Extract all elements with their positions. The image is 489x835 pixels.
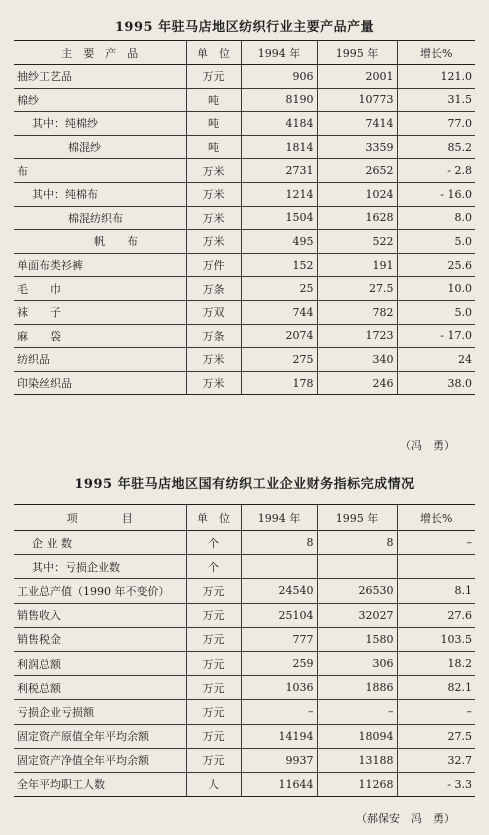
column-header-growth: 增长%	[397, 41, 475, 65]
row-name-cell: 全年平均职工人数	[14, 772, 186, 796]
table-row	[14, 627, 475, 651]
table-row	[14, 651, 475, 675]
row-name-cell: 棉纱	[14, 88, 186, 112]
row-growth-cell: 82.1	[397, 676, 475, 700]
row-unit-cell: 万元	[186, 627, 241, 651]
column-header-1994: 1994 年	[241, 505, 317, 531]
row-name-cell: 纺织品	[14, 348, 186, 372]
table-row	[14, 65, 475, 89]
row-unit-cell: 吨	[186, 135, 241, 159]
row-growth-cell: 85.2	[397, 135, 475, 159]
row-unit-cell: 万元	[186, 700, 241, 724]
table-row	[14, 300, 475, 324]
column-header-unit: 单 位	[186, 505, 241, 531]
row-1995-cell: 246	[317, 371, 397, 395]
table-row	[14, 555, 475, 579]
row-growth-cell: - 16.0	[397, 182, 475, 206]
row-unit-cell: 万米	[186, 182, 241, 206]
table-row	[14, 579, 475, 603]
table-row	[14, 348, 475, 372]
table-header-row	[14, 41, 475, 65]
table-row	[14, 112, 475, 136]
column-header-growth: 增长%	[397, 505, 475, 531]
row-1994-cell: 14194	[241, 724, 317, 748]
row-name-cell: 麻 袋	[14, 324, 186, 348]
row-growth-cell: 27.6	[397, 603, 475, 627]
column-header-1995: 1995 年	[317, 505, 397, 531]
row-unit-cell: 万元	[186, 724, 241, 748]
row-1995-cell: 10773	[317, 88, 397, 112]
row-unit-cell: 吨	[186, 112, 241, 136]
row-1994-cell: –	[241, 700, 317, 724]
row-1994-cell: 25	[241, 277, 317, 301]
column-header-unit: 单 位	[186, 41, 241, 65]
row-name-cell: 固定资产净值全年平均余额	[14, 748, 186, 772]
row-1995-cell	[317, 555, 397, 579]
row-1994-cell: 906	[241, 65, 317, 89]
row-1994-cell: 11644	[241, 772, 317, 796]
column-header-1994: 1994 年	[241, 41, 317, 65]
table-header-row	[14, 505, 475, 531]
row-1994-cell: 8190	[241, 88, 317, 112]
row-growth-cell: - 3.3	[397, 772, 475, 796]
table-row	[14, 531, 475, 555]
row-unit-cell: 人	[186, 772, 241, 796]
row-1995-cell: 1886	[317, 676, 397, 700]
row-growth-cell: –	[397, 531, 475, 555]
row-name-cell: 棉混纺织布	[14, 206, 186, 230]
row-1994-cell: 495	[241, 230, 317, 254]
row-growth-cell: - 17.0	[397, 324, 475, 348]
row-name-cell: 亏损企业亏损额	[14, 700, 186, 724]
row-unit-cell: 万米	[186, 230, 241, 254]
row-name-cell: 销售收入	[14, 603, 186, 627]
table-row	[14, 253, 475, 277]
row-name-cell: 利税总额	[14, 676, 186, 700]
row-growth-cell: 24	[397, 348, 475, 372]
row-1994-cell: 744	[241, 300, 317, 324]
row-1995-cell: 1723	[317, 324, 397, 348]
row-growth-cell: 77.0	[397, 112, 475, 136]
row-growth-cell: 10.0	[397, 277, 475, 301]
row-growth-cell: 31.5	[397, 88, 475, 112]
table-row	[14, 700, 475, 724]
row-1995-cell: 522	[317, 230, 397, 254]
row-1995-cell: 11268	[317, 772, 397, 796]
row-growth-cell: 5.0	[397, 300, 475, 324]
row-1994-cell: 152	[241, 253, 317, 277]
table2-title: 1995 年驻马店地区国有纺织工业企业财务指标完成情况	[74, 477, 415, 492]
row-growth-cell: 38.0	[397, 371, 475, 395]
financial-indicators-table	[14, 504, 475, 797]
row-growth-cell: 103.5	[397, 627, 475, 651]
row-name-cell: 固定资产原值全年平均余额	[14, 724, 186, 748]
row-growth-cell	[397, 555, 475, 579]
row-unit-cell: 万元	[186, 676, 241, 700]
row-1995-cell: 306	[317, 651, 397, 675]
table1-title: 1995 年驻马店地区纺织行业主要产品产量	[114, 20, 375, 35]
table-row	[14, 324, 475, 348]
row-unit-cell: 万米	[186, 206, 241, 230]
row-name-cell: 单面布类衫裤	[14, 253, 186, 277]
production-output-table	[14, 40, 475, 395]
row-growth-cell: 8.0	[397, 206, 475, 230]
row-name-cell: 其中：纯棉布	[14, 182, 186, 206]
row-growth-cell: 18.2	[397, 651, 475, 675]
row-unit-cell: 万双	[186, 300, 241, 324]
row-name-cell: 销售税金	[14, 627, 186, 651]
table-row	[14, 748, 475, 772]
row-1994-cell: 4184	[241, 112, 317, 136]
row-name-cell: 企 业 数	[14, 531, 186, 555]
row-1995-cell: 1580	[317, 627, 397, 651]
table-row	[14, 230, 475, 254]
row-unit-cell: 吨	[186, 88, 241, 112]
row-1994-cell: 8	[241, 531, 317, 555]
row-name-cell: 棉混纱	[14, 135, 186, 159]
table-row	[14, 206, 475, 230]
row-unit-cell: 万条	[186, 277, 241, 301]
table-row	[14, 159, 475, 183]
row-growth-cell: 121.0	[397, 65, 475, 89]
row-1994-cell: 9937	[241, 748, 317, 772]
row-1994-cell: 1214	[241, 182, 317, 206]
row-1994-cell: 178	[241, 371, 317, 395]
row-name-cell: 抽纱工艺品	[14, 65, 186, 89]
row-name-cell: 其中：亏损企业数	[14, 555, 186, 579]
row-1994-cell: 1504	[241, 206, 317, 230]
row-1995-cell: 191	[317, 253, 397, 277]
row-unit-cell: 万件	[186, 253, 241, 277]
row-name-cell: 毛 巾	[14, 277, 186, 301]
table-row	[14, 724, 475, 748]
table-row	[14, 371, 475, 395]
row-unit-cell: 万条	[186, 324, 241, 348]
row-unit-cell: 万米	[186, 159, 241, 183]
row-1995-cell: 2652	[317, 159, 397, 183]
column-header-item: 项 目	[14, 505, 186, 531]
row-unit-cell: 万米	[186, 371, 241, 395]
row-1995-cell: 782	[317, 300, 397, 324]
table-row	[14, 135, 475, 159]
row-growth-cell: 25.6	[397, 253, 475, 277]
row-1994-cell: 1814	[241, 135, 317, 159]
row-1994-cell	[241, 555, 317, 579]
row-1994-cell: 1036	[241, 676, 317, 700]
row-growth-cell: 5.0	[397, 230, 475, 254]
row-1994-cell: 777	[241, 627, 317, 651]
row-unit-cell: 万元	[186, 65, 241, 89]
row-1995-cell: 18094	[317, 724, 397, 748]
row-name-cell: 工业总产值（1990 年不变价）	[14, 579, 186, 603]
row-growth-cell: - 2.8	[397, 159, 475, 183]
row-1994-cell: 275	[241, 348, 317, 372]
row-name-cell: 帆 布	[14, 230, 186, 254]
table1-author: （冯 勇）	[400, 439, 455, 452]
table-row	[14, 772, 475, 796]
row-1995-cell: 26530	[317, 579, 397, 603]
row-1994-cell: 2074	[241, 324, 317, 348]
row-1995-cell: 340	[317, 348, 397, 372]
row-1995-cell: 27.5	[317, 277, 397, 301]
row-name-cell: 袜 子	[14, 300, 186, 324]
row-1994-cell: 259	[241, 651, 317, 675]
row-unit-cell: 万元	[186, 748, 241, 772]
table-row	[14, 182, 475, 206]
row-unit-cell: 万元	[186, 603, 241, 627]
row-unit-cell: 个	[186, 531, 241, 555]
row-1995-cell: 3359	[317, 135, 397, 159]
row-1995-cell: –	[317, 700, 397, 724]
table-row	[14, 277, 475, 301]
table2-author: （郝保安 冯 勇）	[356, 812, 455, 825]
row-growth-cell: 27.5	[397, 724, 475, 748]
row-1994-cell: 24540	[241, 579, 317, 603]
row-1995-cell: 2001	[317, 65, 397, 89]
table-row	[14, 676, 475, 700]
table-row	[14, 603, 475, 627]
row-1994-cell: 25104	[241, 603, 317, 627]
row-1995-cell: 8	[317, 531, 397, 555]
row-growth-cell: 8.1	[397, 579, 475, 603]
row-unit-cell: 万元	[186, 579, 241, 603]
row-1995-cell: 1628	[317, 206, 397, 230]
row-1995-cell: 32027	[317, 603, 397, 627]
row-name-cell: 其中：纯棉纱	[14, 112, 186, 136]
column-header-1995: 1995 年	[317, 41, 397, 65]
row-1995-cell: 7414	[317, 112, 397, 136]
row-1994-cell: 2731	[241, 159, 317, 183]
row-name-cell: 印染丝织品	[14, 371, 186, 395]
row-1995-cell: 13188	[317, 748, 397, 772]
column-header-product: 主 要 产 品	[14, 41, 186, 65]
row-unit-cell: 万米	[186, 348, 241, 372]
row-name-cell: 利润总额	[14, 651, 186, 675]
row-unit-cell: 万元	[186, 651, 241, 675]
row-1995-cell: 1024	[317, 182, 397, 206]
table-row	[14, 88, 475, 112]
row-name-cell: 布	[14, 159, 186, 183]
row-growth-cell: 32.7	[397, 748, 475, 772]
row-growth-cell: –	[397, 700, 475, 724]
row-unit-cell: 个	[186, 555, 241, 579]
